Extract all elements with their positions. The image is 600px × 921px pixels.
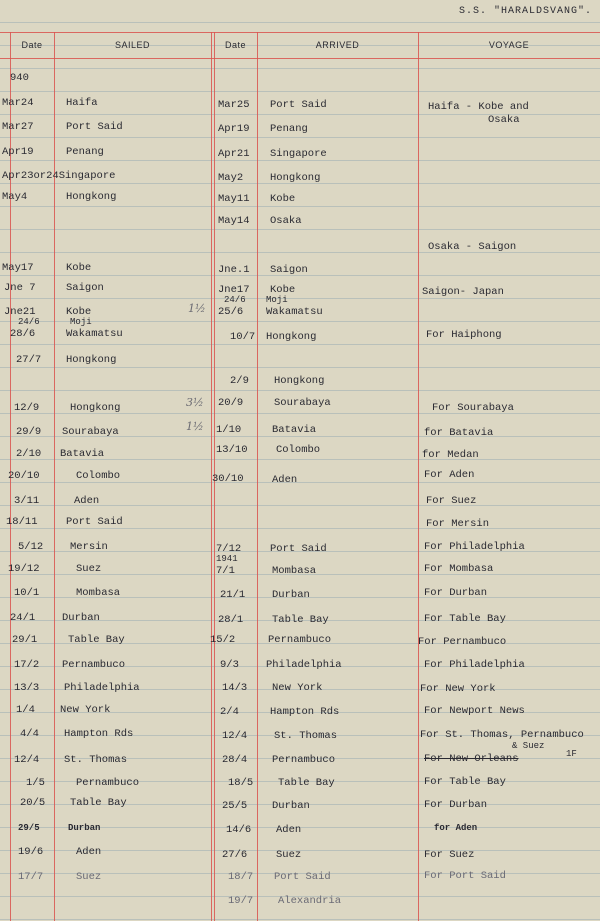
sailed-port: Pernambuco bbox=[76, 777, 140, 789]
sailed-date: May17 bbox=[2, 262, 34, 274]
arrived-port: Hampton Rds bbox=[270, 706, 340, 718]
arrived-date: 20/9 bbox=[218, 397, 244, 409]
arrived-date: Jne.1 bbox=[218, 264, 250, 276]
sailed-port: Durban bbox=[68, 823, 101, 833]
sailed-date: 19/12 bbox=[8, 563, 40, 575]
sailed-date: May4 bbox=[2, 191, 28, 203]
arrived-port: Sourabaya bbox=[274, 397, 331, 409]
sailed-date: Mar27 bbox=[2, 121, 34, 133]
voyage: For Durban bbox=[424, 799, 488, 811]
arrived-port: Aden bbox=[276, 824, 302, 836]
voyage: for Aden bbox=[434, 823, 478, 833]
arrived-port: Batavia bbox=[272, 424, 317, 436]
header-rule bbox=[0, 58, 600, 59]
arrived-port: Port Said bbox=[270, 99, 327, 111]
voyage: For Philadelphia bbox=[424, 541, 525, 553]
header-rule bbox=[0, 32, 600, 33]
arrived-port: Aden bbox=[272, 474, 298, 486]
arrived-port: Osaka bbox=[270, 215, 302, 227]
sailed-port: Philadelphia bbox=[64, 682, 140, 694]
sailed-port: Hampton Rds bbox=[64, 728, 134, 740]
arrived-port: Mombasa bbox=[272, 565, 317, 577]
sailed-date: 3/11 bbox=[14, 495, 40, 507]
voyage: For Newport News bbox=[424, 705, 525, 717]
arrived-date: Jne17 bbox=[218, 284, 250, 296]
arrived-date: 27/6 bbox=[222, 849, 248, 861]
sailed-port: Kobe bbox=[66, 306, 92, 318]
arrived-port: Penang bbox=[270, 123, 308, 135]
sailed-date: 24/6 bbox=[18, 317, 40, 327]
margin-note: 1½ bbox=[188, 302, 206, 315]
sailed-date: 10/1 bbox=[14, 587, 40, 599]
sailed-date: Jne21 bbox=[4, 306, 36, 318]
sailed-port: Hongkong bbox=[70, 402, 121, 414]
sailed-date: Mar24 bbox=[2, 97, 34, 109]
year-label: 1941 bbox=[216, 554, 238, 564]
arrived-date: 25/5 bbox=[222, 800, 248, 812]
voyage: For Sourabaya bbox=[432, 402, 514, 414]
sailed-date: 1/4 bbox=[16, 704, 35, 716]
sailed-date: 12/9 bbox=[14, 402, 40, 414]
arrived-port: St. Thomas bbox=[274, 730, 338, 742]
header-voyage: VOYAGE bbox=[488, 40, 530, 50]
margin-note: 1½ bbox=[186, 420, 204, 433]
sailed-port: Suez bbox=[76, 563, 102, 575]
sailed-port: Mersin bbox=[70, 541, 108, 553]
arrived-date: May11 bbox=[218, 193, 250, 205]
sailed-date: 5/12 bbox=[18, 541, 44, 553]
arrived-port: Port Said bbox=[270, 543, 327, 555]
arrived-port: Hongkong bbox=[274, 375, 325, 387]
arrived-date: 30/10 bbox=[212, 473, 244, 485]
arrived-port: Pernambuco bbox=[268, 634, 332, 646]
arrived-port: Moji bbox=[266, 295, 288, 305]
voyage: For Durban bbox=[424, 587, 488, 599]
sailed-port: Suez bbox=[76, 871, 102, 883]
margin-note: 3½ bbox=[186, 396, 204, 409]
column-rule bbox=[418, 32, 419, 921]
arrived-port: Kobe bbox=[270, 284, 296, 296]
arrived-port: Table Bay bbox=[278, 777, 335, 789]
arrived-port: Pernambuco bbox=[272, 754, 336, 766]
arrived-date: 21/1 bbox=[220, 589, 246, 601]
arrived-date: 9/3 bbox=[220, 659, 239, 671]
sailed-date: Apr23or24Singapore bbox=[2, 170, 116, 182]
arrived-port: Durban bbox=[272, 589, 310, 601]
sailed-port: Port Said bbox=[66, 121, 123, 133]
arrived-port: Colombo bbox=[276, 444, 321, 456]
sailed-date: 27/7 bbox=[16, 354, 42, 366]
arrived-port: Saigon bbox=[270, 264, 308, 276]
voyage: Haifa - Kobe and bbox=[428, 101, 529, 113]
sailed-port: Pernambuco bbox=[62, 659, 126, 671]
arrived-date: 7/1 bbox=[216, 565, 235, 577]
arrived-date: May14 bbox=[218, 215, 250, 227]
sailed-port: Sourabaya bbox=[62, 426, 119, 438]
arrived-port: Kobe bbox=[270, 193, 296, 205]
arrived-date: 2/9 bbox=[230, 375, 249, 387]
voyage: For Mombasa bbox=[424, 563, 494, 575]
sailed-port: Penang bbox=[66, 146, 104, 158]
arrived-date: 15/2 bbox=[210, 634, 236, 646]
sailed-date: 28/6 bbox=[10, 328, 36, 340]
sailed-port: Table Bay bbox=[68, 634, 125, 646]
arrived-date: 12/4 bbox=[222, 730, 248, 742]
arrived-date: 25/6 bbox=[218, 306, 244, 318]
arrived-port: Port Said bbox=[274, 871, 331, 883]
voyage: For New York bbox=[420, 683, 496, 695]
arrived-date: 24/6 bbox=[224, 295, 246, 305]
sailed-date: 17/7 bbox=[18, 871, 44, 883]
sailed-date: 17/2 bbox=[14, 659, 40, 671]
header-sailed: SAILED bbox=[114, 40, 150, 50]
sailed-port: Colombo bbox=[76, 470, 121, 482]
arrived-date: 14/3 bbox=[222, 682, 248, 694]
sailed-date: 29/9 bbox=[16, 426, 42, 438]
arrived-port: Table Bay bbox=[272, 614, 329, 626]
sailed-port: New York bbox=[60, 704, 111, 716]
sailed-port: Durban bbox=[62, 612, 100, 624]
arrived-date: 28/4 bbox=[222, 754, 248, 766]
sailed-date: 12/4 bbox=[14, 754, 40, 766]
voyage: & Suez bbox=[512, 741, 545, 751]
year-label: 940 bbox=[10, 72, 29, 84]
arrived-date: 1/10 bbox=[216, 424, 242, 436]
arrived-date: 14/6 bbox=[226, 824, 252, 836]
arrived-date: May2 bbox=[218, 172, 244, 184]
sailed-port: Hongkong bbox=[66, 191, 117, 203]
arrived-port: Philadelphia bbox=[266, 659, 342, 671]
sailed-port: Batavia bbox=[60, 448, 105, 460]
sailed-date: 29/1 bbox=[12, 634, 38, 646]
sailed-port: Mombasa bbox=[76, 587, 121, 599]
sailed-port: Saigon bbox=[66, 282, 104, 294]
voyage: For New Orleans bbox=[424, 753, 519, 765]
sailed-date: 1/5 bbox=[26, 777, 45, 789]
arrived-port: Alexandria bbox=[278, 895, 342, 907]
voyage: For Port Said bbox=[424, 870, 506, 882]
voyage: For Pernambuco bbox=[418, 636, 507, 648]
sailed-port: Aden bbox=[74, 495, 100, 507]
voyage: Saigon- Japan bbox=[422, 286, 504, 298]
arrived-port: Singapore bbox=[270, 148, 327, 160]
sailed-date: 2/10 bbox=[16, 448, 42, 460]
sailed-port: Moji bbox=[70, 317, 92, 327]
sailed-date: 29/5 bbox=[18, 823, 40, 833]
arrived-port: Hongkong bbox=[270, 172, 321, 184]
margin-note: 1F bbox=[566, 749, 577, 759]
voyage: For Aden bbox=[424, 469, 475, 481]
arrived-date: 2/4 bbox=[220, 706, 239, 718]
voyage: for Batavia bbox=[424, 427, 494, 439]
arrived-port: Durban bbox=[272, 800, 310, 812]
arrived-port: Suez bbox=[276, 849, 302, 861]
voyage: For Table Bay bbox=[424, 613, 506, 625]
arrived-port: Wakamatsu bbox=[266, 306, 323, 318]
voyage: For Table Bay bbox=[424, 776, 506, 788]
sailed-port: Aden bbox=[76, 846, 102, 858]
voyage: For Haiphong bbox=[426, 329, 502, 341]
header-arrived: ARRIVED bbox=[315, 40, 360, 50]
column-rule bbox=[54, 32, 55, 921]
sailed-date: 4/4 bbox=[20, 728, 39, 740]
voyage: Osaka bbox=[488, 114, 520, 126]
sailed-date: 13/3 bbox=[14, 682, 40, 694]
arrived-port: Hongkong bbox=[266, 331, 317, 343]
voyage: For Philadelphia bbox=[424, 659, 525, 671]
sailed-port: Kobe bbox=[66, 262, 92, 274]
sailed-date: 18/11 bbox=[6, 516, 38, 528]
sailed-date: 24/1 bbox=[10, 612, 36, 624]
arrived-date: 19/7 bbox=[228, 895, 254, 907]
arrived-date: Mar25 bbox=[218, 99, 250, 111]
sailed-port: St. Thomas bbox=[64, 754, 128, 766]
voyage: For Suez bbox=[426, 495, 477, 507]
arrived-date: 18/7 bbox=[228, 871, 254, 883]
sailed-port: Wakamatsu bbox=[66, 328, 123, 340]
sailed-date: 20/5 bbox=[20, 797, 46, 809]
sailed-date: 19/6 bbox=[18, 846, 44, 858]
sailed-port: Haifa bbox=[66, 97, 98, 109]
arrived-date: 7/12 bbox=[216, 543, 242, 555]
sailed-date: Apr19 bbox=[2, 146, 34, 158]
sailed-date: Jne 7 bbox=[4, 282, 36, 294]
voyage: For Suez bbox=[424, 849, 475, 861]
arrived-date: 10/7 bbox=[230, 331, 256, 343]
sailed-port: Hongkong bbox=[66, 354, 117, 366]
arrived-date: 28/1 bbox=[218, 614, 244, 626]
voyage: For Mersin bbox=[426, 518, 490, 530]
column-rule bbox=[257, 32, 258, 921]
header-date-sailed: Date bbox=[21, 40, 43, 50]
arrived-date: Apr21 bbox=[218, 148, 250, 160]
sailed-date: 20/10 bbox=[8, 470, 40, 482]
sailed-port: Port Said bbox=[66, 516, 123, 528]
arrived-date: 13/10 bbox=[216, 444, 248, 456]
ship-name: S.S. "HARALDSVANG". bbox=[458, 6, 592, 17]
voyage: for Medan bbox=[422, 449, 479, 461]
arrived-port: New York bbox=[272, 682, 323, 694]
sailed-port: Table Bay bbox=[70, 797, 127, 809]
voyage: For St. Thomas, Pernambuco bbox=[420, 729, 584, 741]
header-date-arrived: Date bbox=[224, 40, 246, 50]
arrived-date: 18/5 bbox=[228, 777, 254, 789]
arrived-date: Apr19 bbox=[218, 123, 250, 135]
voyage: Osaka - Saigon bbox=[428, 241, 517, 253]
